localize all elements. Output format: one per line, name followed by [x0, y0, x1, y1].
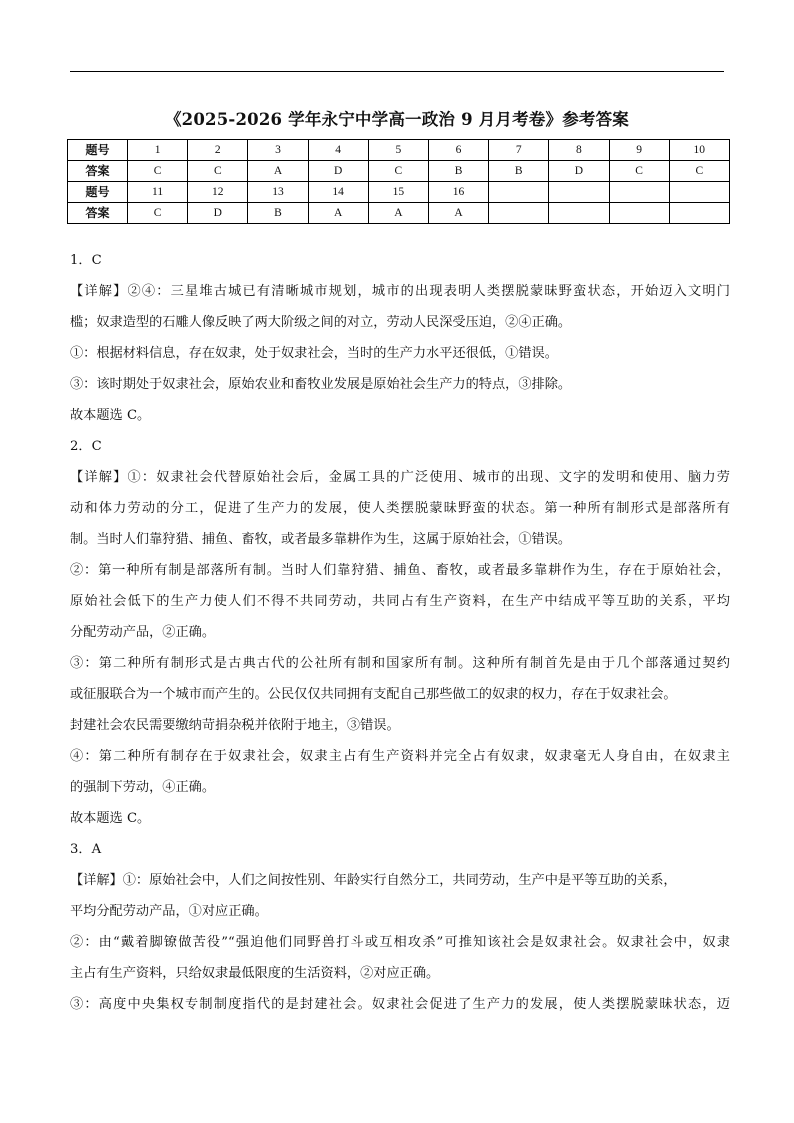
- explanation-line: 原始社会低下的生产力使人们不得不共同劳动，共同占有生产资料，在生产中结成平等互助的关系，平均: [70, 594, 730, 609]
- question-number-cell: 13: [248, 182, 308, 203]
- question-number-cell: 9: [609, 140, 669, 161]
- question-number-cell: 10: [669, 140, 729, 161]
- question-number-cell: 8: [549, 140, 609, 161]
- answer-cell: B: [489, 161, 549, 182]
- explanation-line: 槛；奴隶造型的石雕人像反映了两大阶级之间的对立，劳动人民深受压迫，②④正确。: [70, 315, 572, 330]
- answer-cell: A: [428, 203, 488, 224]
- explanation-line: 【详解】①：原始社会中，人们之间按性别、年龄实行自然分工，共同劳动，生产中是平等互助的关系，: [70, 873, 677, 888]
- question-number-cell: 11: [128, 182, 188, 203]
- answer-cell: B: [248, 203, 308, 224]
- row-header-question-number: 题号: [68, 140, 128, 161]
- question-number-cell: 15: [368, 182, 428, 203]
- explanation-line: 制。当时人们靠狩猎、捕鱼、畜牧，或者最多靠耕作为生，这属于原始社会，①错误。: [70, 532, 572, 547]
- answer-cell: B: [428, 161, 488, 182]
- question-number-cell: 14: [308, 182, 368, 203]
- answer-cell: [669, 203, 729, 224]
- question-number-cell: [669, 182, 729, 203]
- answer-cell: D: [188, 203, 248, 224]
- question-number-cell: 3: [248, 140, 308, 161]
- explanation-line: ④：第二种所有制存在于奴隶社会，奴隶主占有生产资料并完全占有奴隶，奴隶毫无人身自由，在奴隶主: [70, 749, 730, 764]
- row-header-question-number: 题号: [68, 182, 128, 203]
- table-row-answers-2: [68, 203, 730, 224]
- question-number-cell: [489, 182, 549, 203]
- table-row-numbers-1: [68, 140, 730, 161]
- explanation-line: 的强制下劳动，④正确。: [70, 780, 216, 795]
- answer-cell: C: [128, 203, 188, 224]
- explanation-line: ③：该时期处于奴隶社会，原始农业和畜牧业发展是原始社会生产力的特点，③排除。: [70, 377, 572, 392]
- document-title: 《2025-2026 学年永宁中学高一政治 9 月月考卷》参考答案: [164, 110, 629, 129]
- answer-cell: A: [368, 203, 428, 224]
- explanation-line: 主占有生产资料，只给奴隶最低限度的生活资料，②对应正确。: [70, 966, 440, 981]
- explanation-line: 【详解】①：奴隶社会代替原始社会后，金属工具的广泛使用、城市的出现、文字的发明和使用、脑力劳: [70, 470, 730, 485]
- answer-cell: A: [308, 203, 368, 224]
- question-number-cell: 2: [188, 140, 248, 161]
- answer-cell: [549, 203, 609, 224]
- question-number-cell: 4: [308, 140, 368, 161]
- question-number-cell: [609, 182, 669, 203]
- question-number-cell: 16: [428, 182, 488, 203]
- explanations: [70, 251, 730, 1026]
- answer-cell: C: [368, 161, 428, 182]
- answer-cell: C: [128, 161, 188, 182]
- explanation-line: 平均分配劳动产品，①对应正确。: [70, 904, 268, 919]
- row-header-answer: 答案: [68, 203, 128, 224]
- explanation-line: 封建社会农民需要缴纳苛捐杂税并依附于地主，③错误。: [70, 718, 400, 733]
- question-number-cell: 6: [428, 140, 488, 161]
- explanation-line: ③：第二种所有制形式是古典古代的公社所有制和国家所有制。这种所有制首先是由于几个部落通过契约: [70, 656, 730, 671]
- explanation-line: 【详解】②④：三星堆古城已有清晰城市规划，城市的出现表明人类摆脱蒙昧野蛮状态，开始迈入文明门: [70, 284, 730, 299]
- explanation-line: 分配劳动产品，②正确。: [70, 625, 216, 640]
- explanation-line: 动和体力劳动的分工，促进了生产力的发展，使人类摆脱蒙昧野蛮的状态。第一种所有制形式是部落所有: [70, 501, 730, 516]
- answer-cell: [609, 203, 669, 224]
- question-number-cell: 12: [188, 182, 248, 203]
- question-number-cell: [549, 182, 609, 203]
- answer-cell: C: [188, 161, 248, 182]
- answer-cell: A: [248, 161, 308, 182]
- explanation-line: ②：第一种所有制是部落所有制。当时人们靠狩猎、捕鱼、畜牧，或者最多靠耕作为生，存在于原始社会，: [70, 563, 730, 578]
- explanation-line: 故本题选 C。: [70, 408, 151, 423]
- explanation-line: ③：高度中央集权专制制度指代的是封建社会。奴隶社会促进了生产力的发展，使人类摆脱蒙昧状态，迈: [70, 997, 730, 1012]
- answer-cell: C: [609, 161, 669, 182]
- question-number-cell: 5: [368, 140, 428, 161]
- explanation-line: ②：由“戴着脚镣做苦役”“强迫他们同野兽打斗或互相攻杀”可推知该社会是奴隶社会。奴隶社会中，奴隶: [70, 935, 730, 950]
- question-heading: 2．C: [70, 439, 102, 454]
- header-rule: [70, 71, 724, 72]
- question-heading: 1．C: [70, 253, 102, 268]
- explanation-line: 或征服联合为一个城市而产生的。公民仅仅共同拥有支配自己那些做工的奴隶的权力，存在于奴隶社会。: [70, 687, 677, 702]
- table-row-numbers-2: [68, 182, 730, 203]
- table-row-answers-1: [68, 161, 730, 182]
- answer-cell: [489, 203, 549, 224]
- question-heading: 3．A: [70, 842, 102, 857]
- question-number-cell: 7: [489, 140, 549, 161]
- answer-cell: C: [669, 161, 729, 182]
- explanation-line: ①：根据材料信息，存在奴隶，处于奴隶社会，当时的生产力水平还很低，①错误。: [70, 346, 558, 361]
- answer-table: [67, 139, 730, 224]
- answer-cell: D: [549, 161, 609, 182]
- explanation-line: 故本题选 C。: [70, 811, 151, 826]
- row-header-answer: 答案: [68, 161, 128, 182]
- question-number-cell: 1: [128, 140, 188, 161]
- answer-cell: D: [308, 161, 368, 182]
